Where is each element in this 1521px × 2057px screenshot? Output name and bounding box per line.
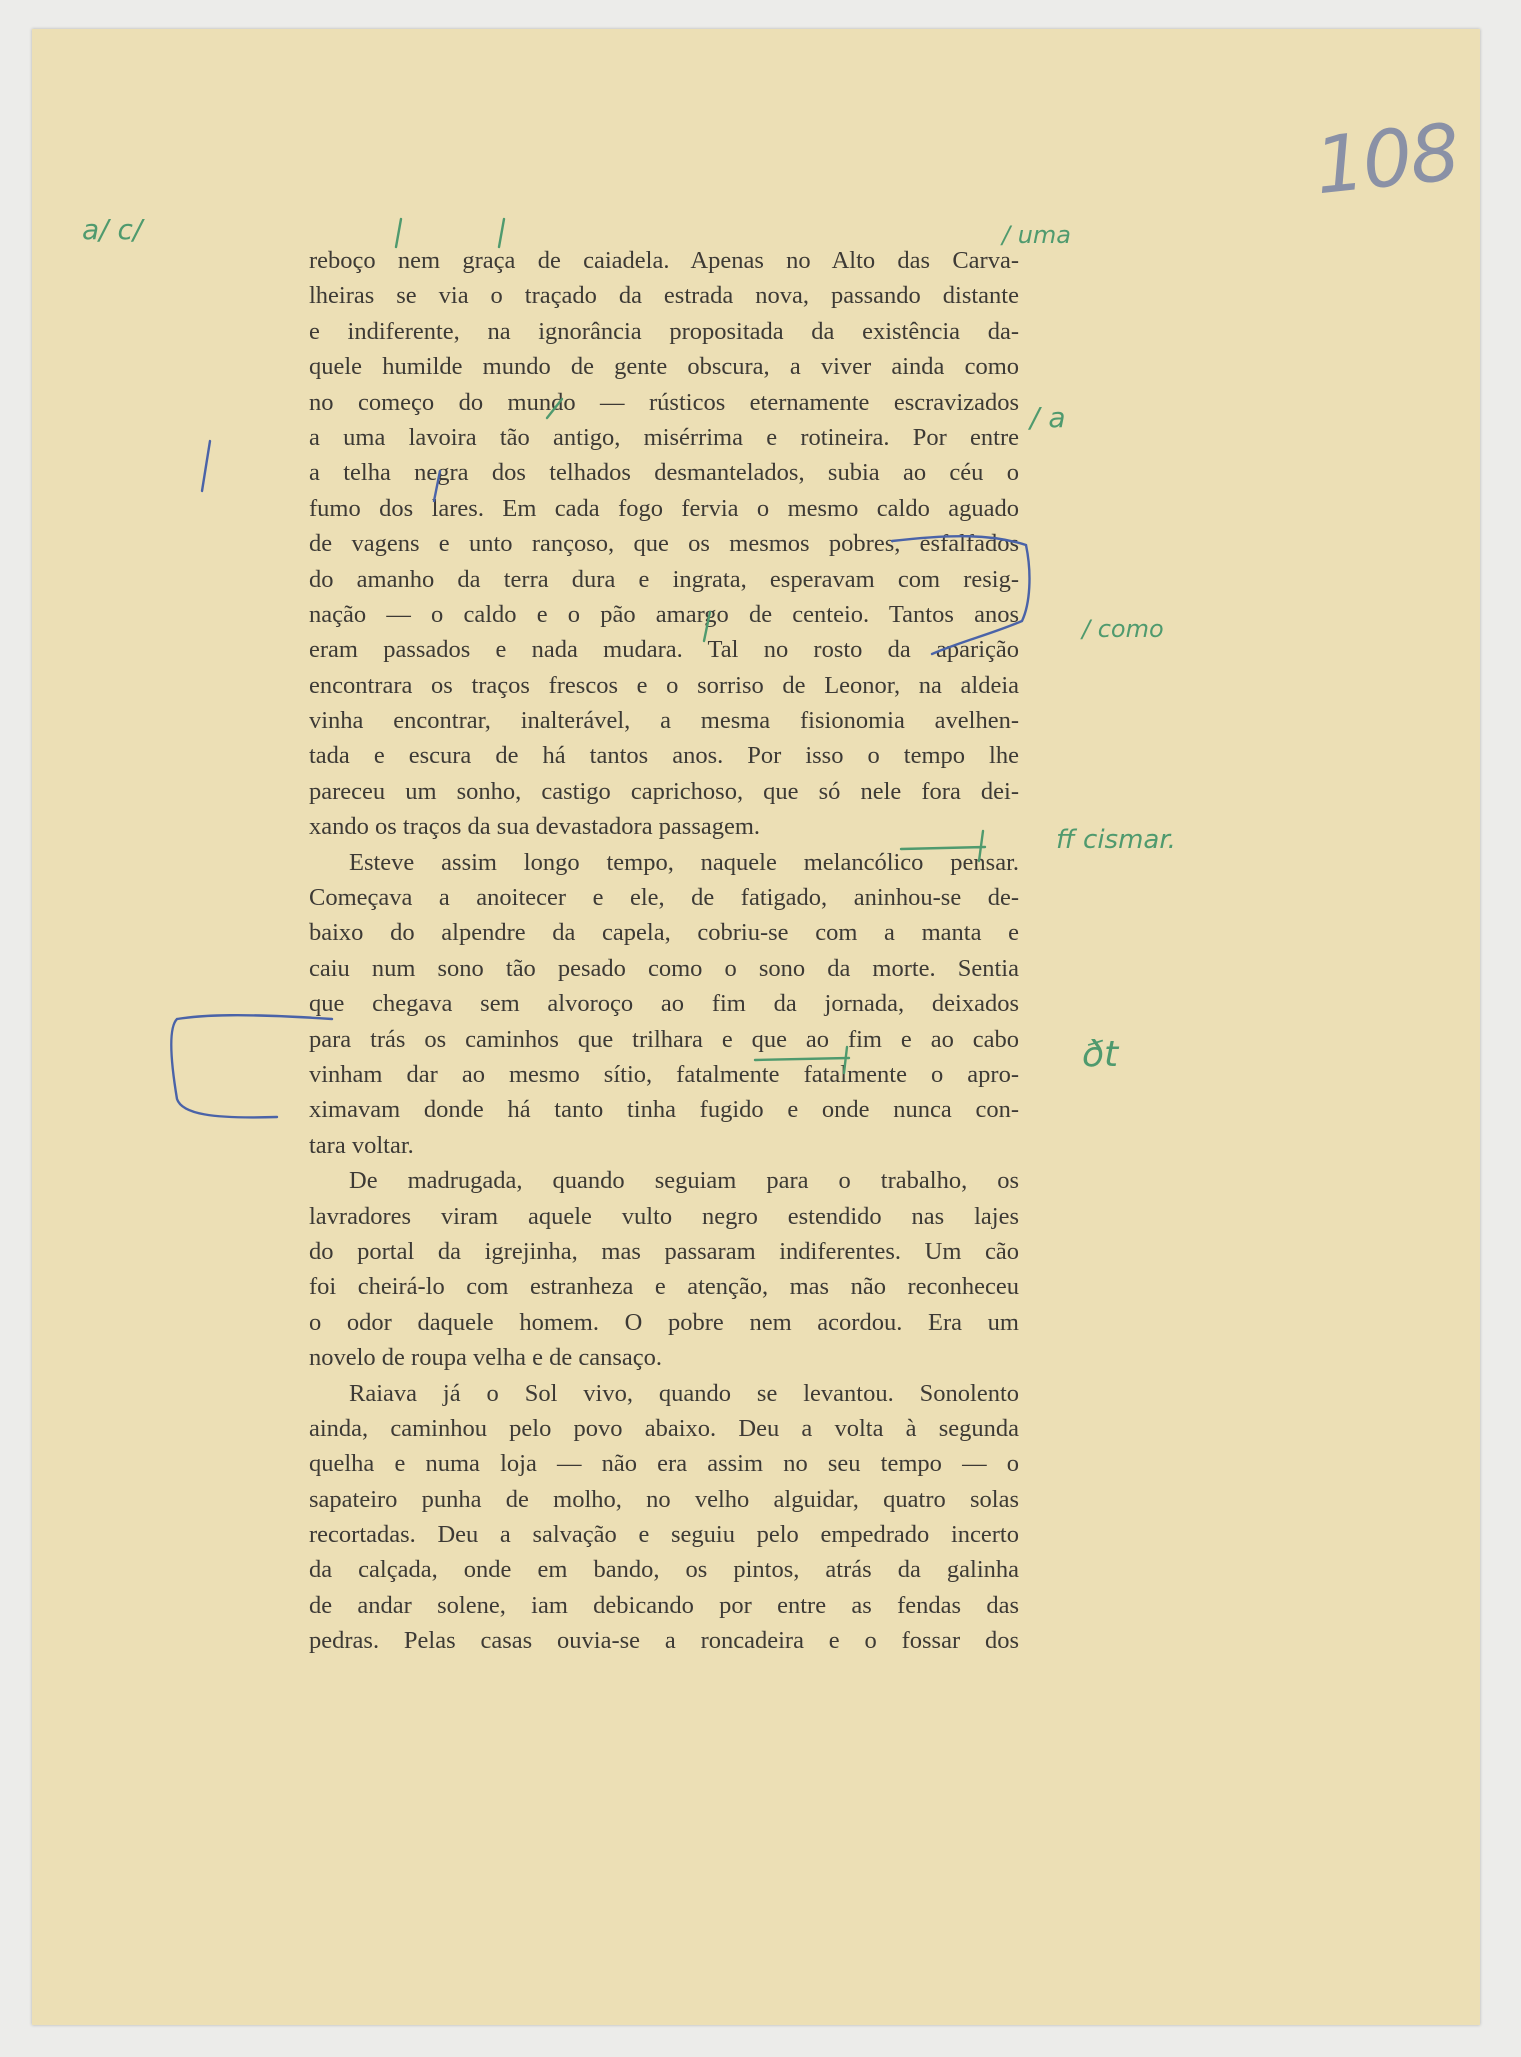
text-line: recortadas. Deu a salvação e seguiu pelo empedrado incerto bbox=[309, 1521, 1019, 1549]
margin-note-right-delete-mark: ðt bbox=[1082, 1034, 1119, 1075]
text-line: Raiava já o Sol vivo, quando se levantou. Sonolento bbox=[349, 1379, 1019, 1407]
blue-pen-marks bbox=[171, 441, 1029, 1117]
text-line: e indiferente, na ignorância propositada da existência da- bbox=[309, 317, 1019, 345]
text-line: Começava a anoitecer e ele, de fatigado, aninhou-se de- bbox=[309, 884, 1019, 912]
text-line: baixo do alpendre da capela, cobriu-se com a manta e bbox=[309, 919, 1019, 947]
bracket-left bbox=[171, 1015, 332, 1117]
text-line: pedras. Pelas casas ouvia-se a roncadeira e o fossar dos bbox=[309, 1627, 1019, 1655]
page-number: 108 bbox=[1310, 107, 1463, 213]
slash-nem bbox=[396, 219, 401, 247]
text-line: do portal da igrejinha, mas passaram indiferentes. Um cão bbox=[309, 1237, 1019, 1265]
margin-note-right-como: / como bbox=[1082, 615, 1164, 643]
text-line: encontrara os traços frescos e o sorriso de Leonor, na aldeia bbox=[309, 671, 1019, 699]
text-line: sapateiro punha de molho, no velho alguidar, quatro solas bbox=[309, 1485, 1019, 1513]
green-pen-marks bbox=[396, 219, 985, 1073]
text-line: vinha encontrar, inalterável, a mesma fisionomia avelhen- bbox=[309, 707, 1019, 735]
text-line: ainda, caminhou pelo povo abaixo. Deu a volta à segunda bbox=[309, 1414, 1019, 1442]
text-line: do amanho da terra dura e ingrata, esperavam com resig- bbox=[309, 565, 1019, 593]
text-line: tara voltar. bbox=[309, 1131, 414, 1159]
text-line: reboço nem graça de caiadela. Apenas no Alto das Carva- bbox=[309, 247, 1019, 274]
text-line: da calçada, onde em bando, os pintos, atrás da galinha bbox=[309, 1556, 1019, 1584]
text-line: para trás os caminhos que trilhara e que ao fim e ao cabo bbox=[309, 1025, 1019, 1053]
slash-de bbox=[499, 219, 504, 247]
text-line: nação — o caldo e o pão amargo de centeio. Tantos anos bbox=[309, 600, 1019, 628]
stroke-left-margin bbox=[202, 441, 210, 491]
text-line: novelo de roupa velha e de cansaço. bbox=[309, 1344, 663, 1372]
editorial-marks bbox=[32, 29, 1480, 2025]
text-line: o odor daquele homem. O pobre nem acordou. Era um bbox=[309, 1308, 1019, 1336]
text-line: xando os traços da sua devastadora passagem. bbox=[309, 813, 761, 841]
bracket-right bbox=[892, 536, 1029, 654]
text-line: a uma lavoira tão antigo, misérrima e rotineira. Por entre bbox=[309, 423, 1019, 451]
text-line: eram passados e nada mudara. Tal no rosto da aparição bbox=[309, 636, 1019, 664]
text-line: ximavam donde há tanto tinha fugido e onde nunca con- bbox=[309, 1096, 1019, 1124]
text-line: lheiras se via o traçado da estrada nova, passando distante bbox=[309, 282, 1019, 310]
margin-note-right-cismar: ff cismar. bbox=[1056, 825, 1176, 855]
text-line: De madrugada, quando seguiam para o trabalho, os bbox=[349, 1167, 1019, 1195]
slash-tal bbox=[704, 612, 710, 641]
margin-note-right-uma: / uma bbox=[1002, 221, 1072, 249]
text-line: que chegava sem alvoroço ao fim da jornada, deixados bbox=[309, 990, 1019, 1018]
margin-note-left-top: a/ c/ bbox=[82, 213, 143, 246]
text-line: Esteve assim longo tempo, naquele melancólico pensar. bbox=[349, 848, 1019, 876]
text-line: de andar solene, iam debicando por entre as fendas das bbox=[309, 1591, 1019, 1619]
manuscript-page bbox=[32, 29, 1480, 2025]
margin-note-right-a: / a bbox=[1030, 401, 1066, 434]
text-line: foi cheirá-lo com estranheza e atenção, mas não reconheceu bbox=[309, 1273, 1019, 1301]
text-line: caiu num sono tão pesado como o sono da morte. Sentia bbox=[309, 954, 1019, 982]
text-line: tada e escura de há tantos anos. Por isso o tempo lhe bbox=[309, 742, 1019, 770]
stroke-lares bbox=[434, 471, 440, 501]
text-line: pareceu um sonho, castigo caprichoso, que só nele fora dei- bbox=[309, 777, 1019, 805]
text-line: lavradores viram aquele vulto negro estendido nas lajes bbox=[309, 1202, 1019, 1230]
text-line: de vagens e unto rançoso, que os mesmos pobres, esfalfados bbox=[309, 530, 1019, 558]
text-line: no começo do mundo — rústicos eternamente escravizados bbox=[309, 388, 1019, 416]
text-line: quele humilde mundo de gente obscura, a viver ainda como bbox=[309, 353, 1019, 381]
text-line: vinham dar ao mesmo sítio, fatalmente fatalmente o apro- bbox=[309, 1060, 1019, 1088]
strike-pensar bbox=[901, 831, 985, 861]
strike-fatalmente bbox=[755, 1047, 849, 1073]
text-line: quelha e numa loja — não era assim no seu tempo — o bbox=[309, 1450, 1019, 1478]
text-line: fumo dos lares. Em cada fogo fervia o mesmo caldo aguado bbox=[309, 494, 1019, 522]
text-line: a telha negra dos telhados desmantelados, subia ao céu o bbox=[309, 459, 1019, 487]
strike-antigo bbox=[547, 399, 562, 418]
